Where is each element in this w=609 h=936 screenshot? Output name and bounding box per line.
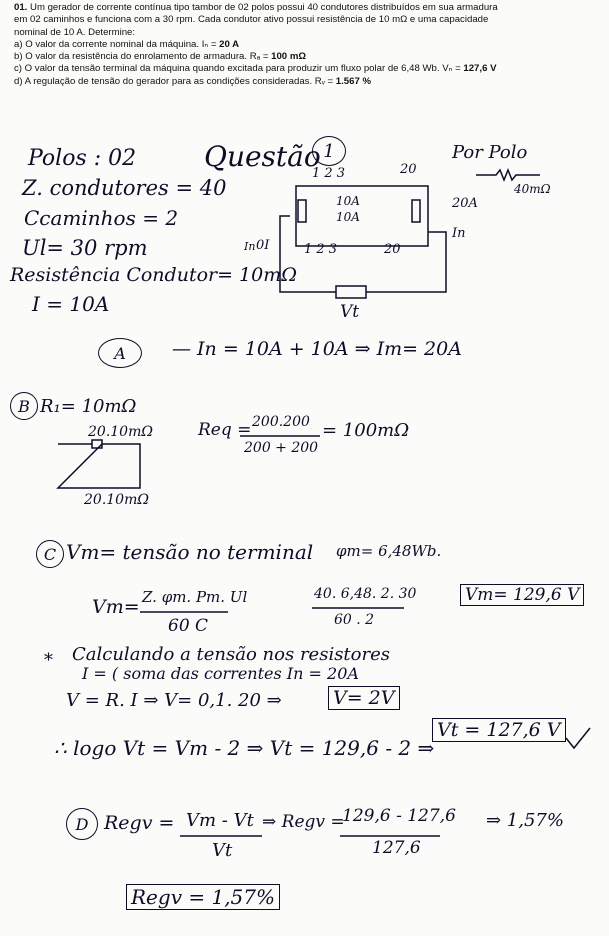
hw-part-c-title: Vm= tensão no terminal <box>66 540 314 564</box>
por-polo-resistor <box>476 170 540 180</box>
problem-line-3: nominal de 10 A. Determine: <box>14 26 136 38</box>
item-b-answer: 100 mΩ <box>271 51 307 63</box>
hw-logo-b: Vt = 127,6 V <box>432 718 566 742</box>
terminal-box <box>336 286 366 298</box>
hw-part-c-phi: φm= 6,48Wb. <box>336 542 442 560</box>
hw-part-b-r: R₁= 10mΩ <box>40 396 137 417</box>
hw-title-number: 1 <box>323 140 335 162</box>
hw-circuit-10a-1: 10A <box>336 194 360 208</box>
hw-part-c-lhs: Vm= <box>92 596 140 618</box>
hw-star-line-3a: V = R. I ⇒ V= 0,1. 20 ⇒ <box>66 690 282 711</box>
hw-part-d-den2: 127,6 <box>372 838 421 858</box>
hw-part-b-label: B <box>18 396 30 416</box>
circuit-outline <box>296 186 428 246</box>
hw-circuit-in-left: In <box>244 240 256 253</box>
hw-part-d-den: Vt <box>212 840 233 861</box>
hw-part-c-circle <box>36 540 64 568</box>
problem-number: 01. <box>14 2 28 13</box>
hw-rpm: Ul= 30 rpm <box>22 236 148 260</box>
hw-circuit-vt: Vt <box>340 302 360 322</box>
circuit-armature-left <box>298 200 306 222</box>
hw-resistencia: Resistência Condutor= 10mΩ <box>10 264 298 286</box>
item-a-answer: 20 A <box>219 38 240 50</box>
check-mark <box>566 728 590 748</box>
problem-text-1: Um gerador de corrente contínua tipo tambor de 02 polos possui 40 condutores distribuídos em sua armadura <box>30 2 498 13</box>
hw-polos: Polos : 02 <box>28 146 137 171</box>
hw-circuit-oi: 0I <box>256 238 270 253</box>
hw-resistor-label: 40mΩ <box>514 182 551 196</box>
hw-title-circle <box>312 136 346 166</box>
hw-part-b-res: = 100mΩ <box>322 420 410 441</box>
hw-part-d-mid: ⇒ Regv = <box>262 812 345 832</box>
hw-part-d-label: D <box>75 814 89 834</box>
hw-part-b-req: Req = <box>198 420 252 440</box>
hw-part-d-res: ⇒ 1,57% <box>486 810 564 831</box>
hw-part-b-top: 20.10mΩ <box>88 424 153 440</box>
part-b-network <box>58 440 140 488</box>
hw-circuit-top-nums: 1 2 3 <box>312 166 346 181</box>
hw-star-line-2: I = ( soma das correntes In = 20A <box>82 664 359 683</box>
hw-part-a-circle <box>98 338 142 368</box>
hw-circuit-top-20: 20 <box>400 162 417 177</box>
hw-part-b-circle <box>10 392 38 420</box>
hw-part-c-den: 60 C <box>168 616 209 636</box>
hw-part-c-sub-den: 60 . 2 <box>334 612 375 628</box>
hw-part-d-circle <box>66 808 98 840</box>
hw-logo-a: ∴ logo Vt = Vm - 2 ⇒ Vt = 129,6 - 2 ⇒ <box>54 736 435 760</box>
hw-part-b-num: 200.200 <box>252 414 310 430</box>
hw-por-polo: Por Polo <box>452 142 528 163</box>
hw-circuit-20a: 20A <box>452 196 478 211</box>
hw-part-c-label: C <box>43 544 57 564</box>
hw-circuit-in: In <box>452 226 466 241</box>
item-d-text: d) A regulação de tensão do gerador para as condições consideradas. Rᵥ = <box>14 75 334 87</box>
circuit-armature-right <box>412 200 420 222</box>
hw-part-d-lhs: Regv = <box>104 812 175 834</box>
hw-corrente: I = 10A <box>32 292 110 316</box>
hw-circuit-10a-2: 10A <box>336 210 360 224</box>
hw-star-line-3b: V= 2V <box>328 686 400 710</box>
hw-part-c-res: Vm= 129,6 V <box>460 584 584 606</box>
circuit-right-lead <box>366 232 446 292</box>
hw-part-d-num: Vm - Vt <box>186 810 254 831</box>
hw-part-b-den: 200 + 200 <box>244 440 319 456</box>
hw-part-a-label: A <box>114 343 126 363</box>
problem-line-2: em 02 caminhos e funciona com a 30 rpm. Cada condutor ativo possui resistência de 10 mΩ e uma capacidade <box>14 14 489 26</box>
hw-part-c-sub-num: 40. 6,48. 2. 30 <box>314 586 417 602</box>
item-c-answer: 127,6 V <box>463 63 497 75</box>
item-b-text: b) O valor da resistência do enrolamento de armadura. Rₐ = <box>14 51 269 63</box>
hw-part-c-num: Z. φm. Pm. Ul <box>142 588 248 606</box>
hw-caminhos: Ccaminhos = 2 <box>24 206 179 230</box>
item-a-text: a) O valor da corrente nominal da máquina. Iₙ = <box>14 38 217 50</box>
hw-part-a-eq: — In = 10A + 10A ⇒ Im= 20A <box>172 338 462 360</box>
hw-part-d-num2: 129,6 - 127,6 <box>342 806 456 826</box>
hw-final-answer: Regv = 1,57% <box>126 884 280 910</box>
hw-star-line-1: Calculando a tensão nos resistores <box>72 644 390 665</box>
item-c-text: c) O valor da tensão terminal da máquina quando excitada para produzir um fluxo polar de 6,48 Wb. Vₙ = <box>14 63 461 75</box>
hw-title: Questão <box>204 140 321 173</box>
hw-part-b-bot: 20.10mΩ <box>84 492 149 508</box>
hw-condutores: Z. condutores = 40 <box>22 176 227 200</box>
hw-circuit-bottom-nums: 1 2 3 <box>304 242 338 257</box>
item-d-answer: 1.567 % <box>335 75 371 87</box>
hw-star: * <box>44 650 53 671</box>
hw-circuit-bottom-20: 20 <box>384 242 401 257</box>
